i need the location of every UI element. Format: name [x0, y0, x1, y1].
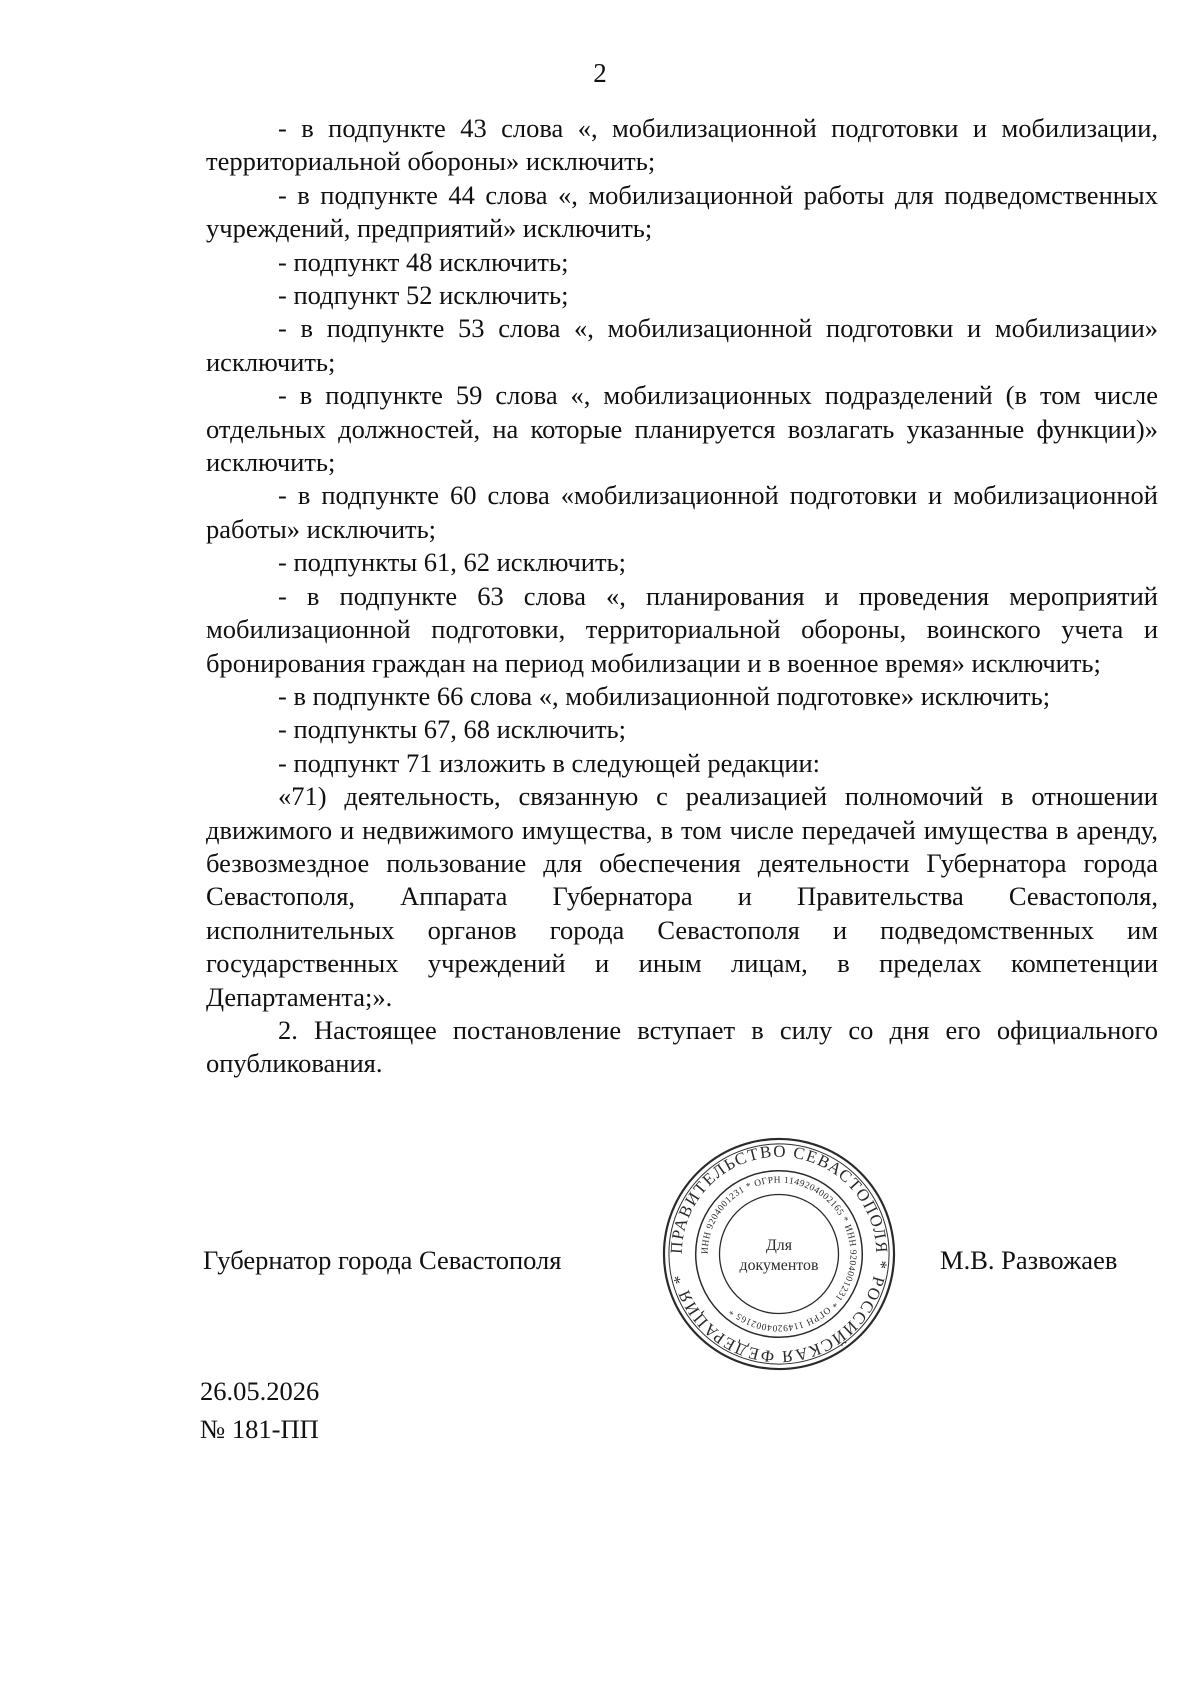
seal-inner-text: ИНН 9204001231 * ОГРН 1149204002165 * ИНН 9204001231 * ОГРН 1149204002165 * — [700, 1175, 858, 1333]
paragraph: - подпункт 71 изложить в следующей редакции: — [278, 747, 821, 778]
paragraph: - в подпункте 60 слова «мобилизационной подготовки и мобилизационной работы» исключить; — [206, 480, 1158, 544]
paragraph: - в подпункте 44 слова «, мобилизационной работы для подведомственных учреждений, предприятий» исключить; — [206, 179, 1158, 244]
paragraph: - в подпункте 66 слова «, мобилизационной подготовке» исключить; — [278, 680, 1051, 711]
signatory-position: Губернатор города Севастополя — [203, 1245, 562, 1275]
official-seal-stamp — [660, 1135, 898, 1373]
signature-row — [0, 1245, 1200, 1285]
page-number: 2 — [593, 58, 607, 88]
paragraph: - в подпункте 63 слова «, планирования и проведения мероприятий мобилизационной подготовки, территориальной обороны, воинского учета и бронирования граждан на период мобилизации и в военное время» исключить; — [206, 580, 1158, 678]
paragraph: - подпункты 61, 62 исключить; — [278, 547, 626, 578]
paragraph: - в подпункте 43 слова «, мобилизационной подготовки и мобилизации, территориальной обороны» исключить; — [206, 113, 1158, 177]
paragraph: - в подпункте 59 слова «, мобилизационных подразделений (в том числе отдельных должностей, на которые планируется возлагать указанные функции)» исключить; — [206, 380, 1158, 478]
document-footer — [200, 1372, 319, 1448]
seal-center-line1: Для — [765, 1237, 793, 1255]
paragraph: - подпункты 67, 68 исключить; — [278, 714, 626, 745]
seal-outer-text: ПРАВИТЕЛЬСТВО СЕВАСТОПОЛЯ * РОССИЙСКАЯ ФЕДЕРАЦИЯ * — [666, 1141, 892, 1367]
document-body — [206, 112, 1158, 1081]
paragraph: - подпункт 52 исключить; — [278, 280, 569, 311]
paragraph: 2. Настоящее постановление вступает в силу со дня его официального опубликования. — [206, 1014, 1158, 1079]
seal-center-line2: документов — [739, 1256, 819, 1274]
paragraph: - подпункт 48 исключить; — [278, 246, 569, 277]
document-number: № 181-ПП — [200, 1414, 319, 1444]
paragraph: - в подпункте 53 слова «, мобилизационной подготовки и мобилизации» исключить; — [206, 313, 1158, 377]
document-date: 26.05.2026 — [200, 1376, 320, 1406]
signatory-name: М.В. Развожаев — [940, 1245, 1118, 1275]
paragraph: «71) деятельность, связанную с реализацией полномочий в отношении движимого и недвижимого имущества, в том числе передачей имущества в аренду, безвозмездное пользование для обеспечения деятельности Губернатора города Севастополя, Аппарата Губернатора и Правительства Севастополя, исполнительных органов города Севастополя и подведомственных им государственных учреждений и иным лицам, в пределах компетенции Департамента;». — [206, 781, 1158, 1012]
